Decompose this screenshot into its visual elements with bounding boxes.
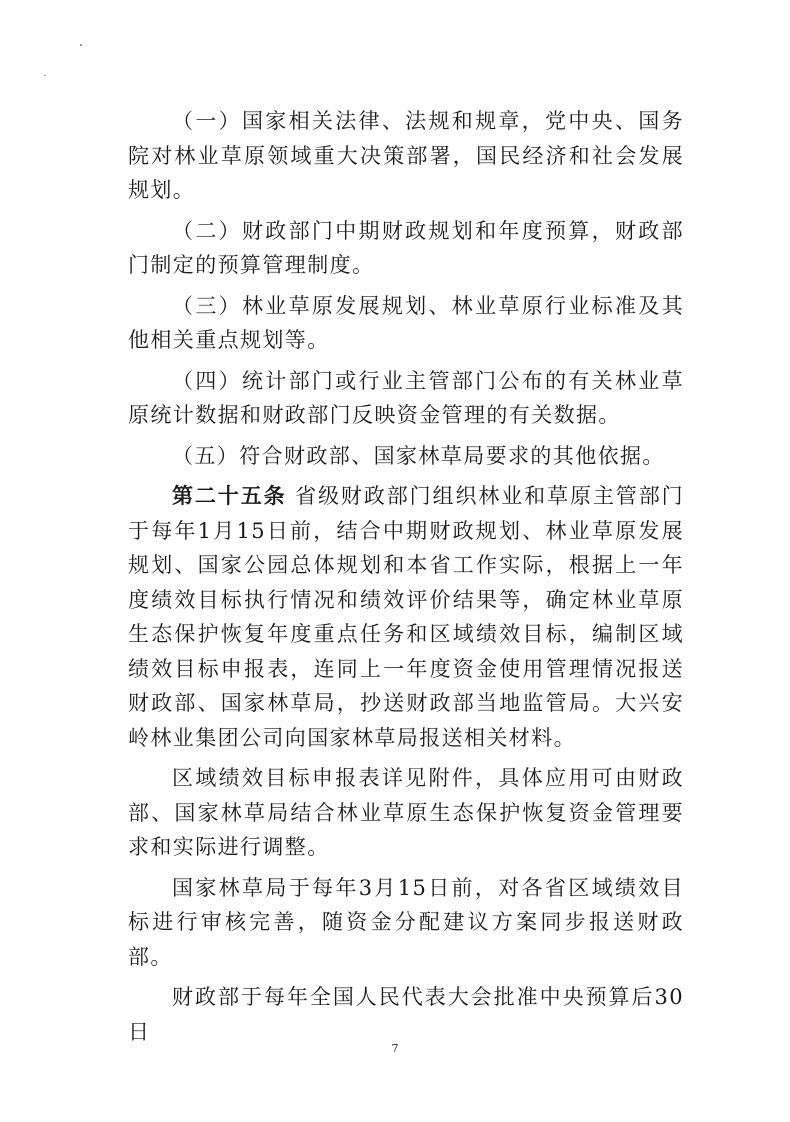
list-item-5: （五）符合财政部、国家林草局要求的其他依据。	[172, 443, 665, 468]
paragraph-budget: 财政部于每年全国人民代表大会批准中央预算后30日	[128, 985, 684, 1044]
paragraph-review: 国家林草局于每年3月15日前，对各省区域绩效目标进行审核完善，随资金分配建议方案同步报送财政部。	[128, 875, 684, 969]
list-item-3: （三）林业草原发展规划、林业草原行业标准及其他相关重点规划等。	[128, 293, 684, 352]
article-paragraph	[128, 479, 684, 755]
page-number: 7	[391, 1042, 399, 1055]
article-text: 省级财政部门组织林业和草原主管部门于每年1月15日前，结合中期财政规划、林业草原发展规划、国家公园总体规划和本省工作实际，根据上一年度绩效目标执行情况和绩效评价结果等，确定林业草原生态保护恢复年度重点任务和区域绩效目标，编制区域绩效目标申报表，连同上一年度资金使用管理情况报送财政部、国家林草局，抄送财政部当地监管局。大兴安岭林业集团公司向国家林草局报送相关材料。	[128, 484, 685, 750]
paragraph-attachment: 区域绩效目标申报表详见附件，具体应用可由财政部、国家林草局结合林业草原生态保护恢复资金管理要求和实际进行调整。	[128, 766, 684, 859]
list-item-4: （四）统计部门或行业主管部门公布的有关林业草原统计数据和财政部门反映资金管理的有关数据。	[128, 368, 684, 427]
article-heading: 第二十五条	[172, 483, 287, 508]
list-item-1: （一）国家相关法律、法规和规章，党中央、国务院对林业草原领域重大决策部署，国民经济和社会发展规划。	[128, 109, 684, 202]
list-item-2: （二）财政部门中期财政规划和年度预算，财政部门制定的预算管理制度。	[128, 218, 684, 277]
scan-speck	[44, 75, 46, 76]
scan-speck	[80, 44, 82, 46]
document-body	[128, 104, 684, 1049]
